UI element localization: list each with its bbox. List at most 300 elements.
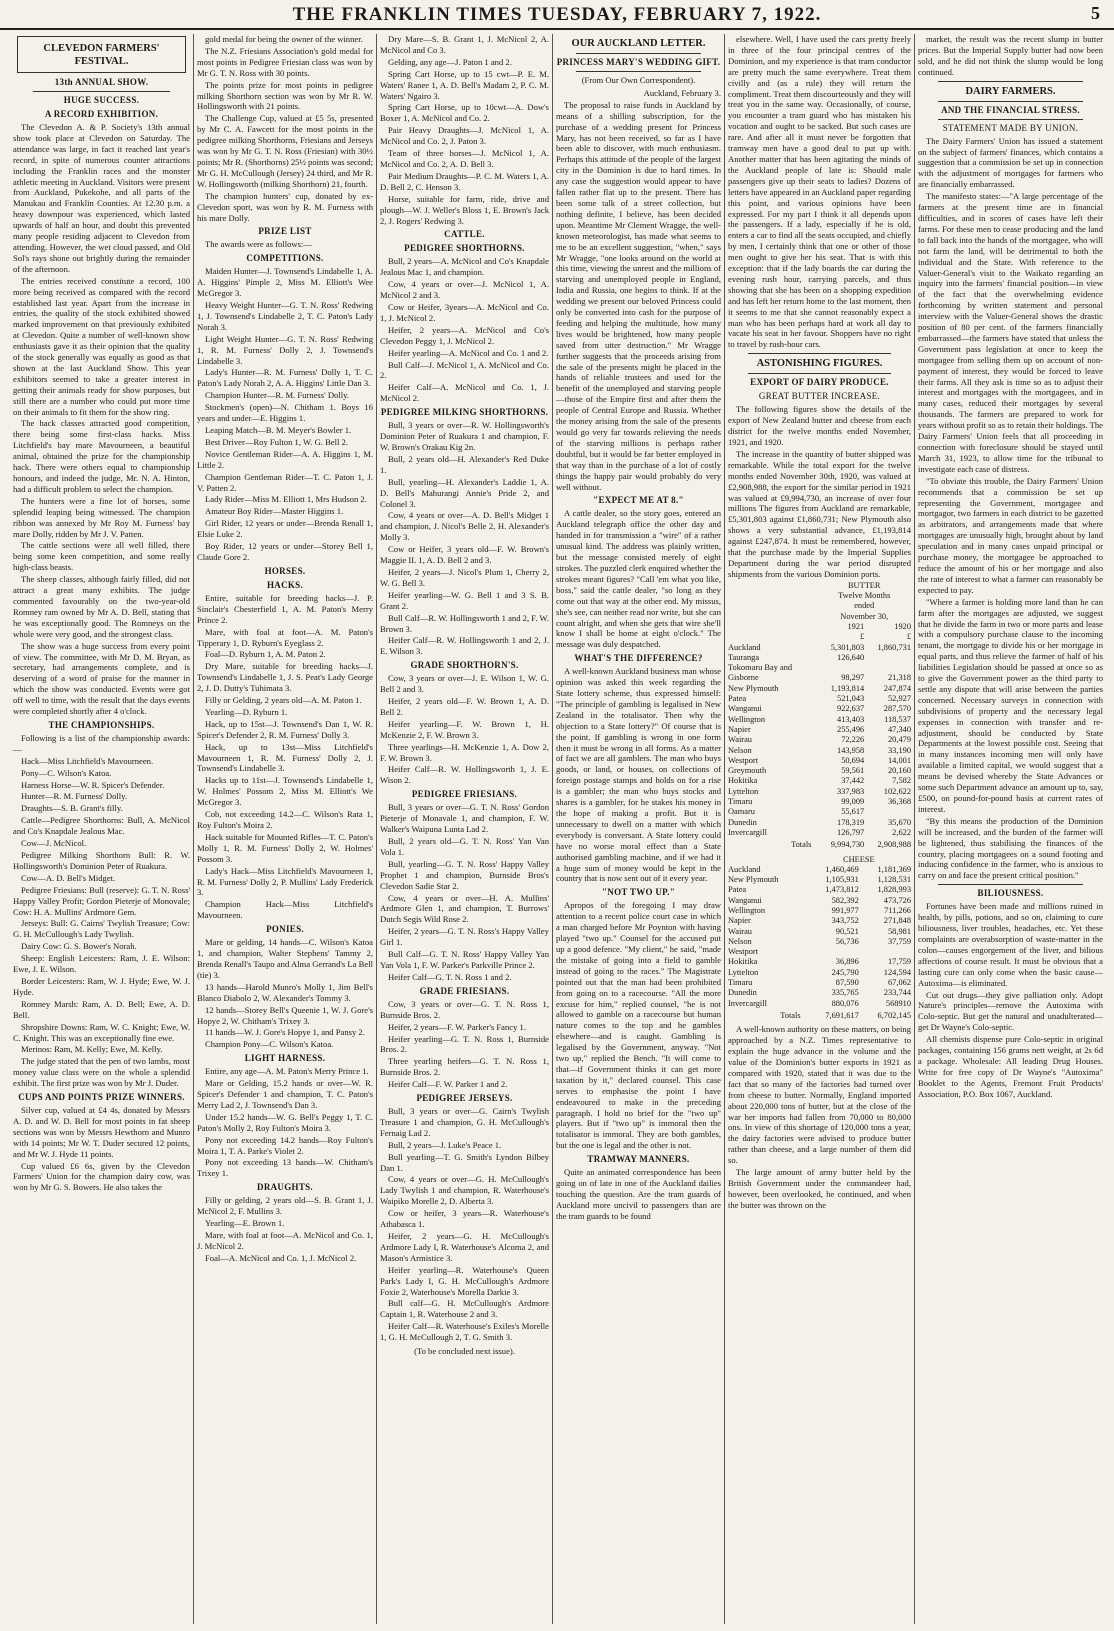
list-item: Bull, 2 years old—G. T. N. Ross' Yan Van Vola 1. xyxy=(380,836,549,857)
list-item: Heifer Calf—F. W. Parker 1 and 2. xyxy=(388,1079,508,1090)
value-1921: 55,617 xyxy=(841,807,865,817)
list-item: Cow or Heifer, 3years—A. McNicol and Co. 1, J. McNicol 2. xyxy=(380,302,549,323)
value-1920 xyxy=(859,947,911,957)
value-1921: 582,392 xyxy=(831,895,859,905)
table-row xyxy=(728,725,911,735)
port-name: Wellington xyxy=(728,905,766,915)
table-row xyxy=(728,957,911,967)
paragraph: The proposal to raise funds in Auckland by means of a shilling subscription, for the purchase of a wedding present for Princess Mary, has not been received, so far as I have been able to discover, with much enthusiasm. Perhaps this attitude of the people of the largest city in the Dominion is due to hard times. In any case the suggestion would appear to have fallen rather flat up to the present. There has been some talk of a street collection, but nothing definite, I believe, has been decided upon. Meantime Mr Clement Wragge, the well-known meteorologist, has made what seems to me to be an excellent suggestion, "when," says Mr Wragge, "one looks around on the world at this time, viewing the unrest and the millions of starving and unemployed people in England, India and Russia, one begins to think. If at the wedding we present our beloved Princess could only be converted into cash for the purpose of feeding and helping the multitude, how many lives would be brightened, how many people saved from utter destruction." Mr Wragge further suggests that the proceeds arising from the sale of the presents might be placed in the hands of reliable trustees and used for the benefit of the unemployed and starving people—those of the Empire first and after them the people of Central Europe and Russia. Whether the money arising from the sale of the presents would go very far towards relieving the needs of the starving millions is perhaps rather doubtful, but it would be far better employed in that way than in the purchase of a lot of costly things the happy pair would probably do very well without. xyxy=(556,99,721,492)
table-row xyxy=(728,673,911,683)
headline: CLEVEDON FARMERS' FESTIVAL. xyxy=(43,43,160,67)
column-header-1921: 1921 xyxy=(847,621,865,631)
port-name: Napier xyxy=(728,724,751,734)
list-item: Boy Rider, 12 years or under—Storey Bell 1, Claude Gore 2. xyxy=(197,541,373,562)
table-row xyxy=(728,643,911,653)
list-item: Heifer yearling—A. McNicol and Co. 1 and 2. xyxy=(388,347,549,358)
table-row xyxy=(728,776,911,786)
subheading: COMPETITIONS. xyxy=(246,253,324,264)
port-name: Greymouth xyxy=(728,766,767,776)
list-item: Dry Mare—S. B. Grant 1, J. McNicol 2, A. McNicol and Co 3. xyxy=(380,34,549,55)
paragraph: elsewhere. Well, I have used the cars pretty freely in three of the four principal centres of the Dominion, and my experience is that tram conductor are pretty much the same everywhere. Treat them civilly and (as a rule) they will return the compliment. Treat them discourteously and they will treat you in the same way. Occasionally, of course, you encounter a tram guard who has mistaken his vocation and ought to be sacked. But such cases are rare. And after all it must never be forgotten that tramway men have a good deal to put up with. Another matter that has been agitating the minds of the Auckland people of late is: Should male passengers give up their seats to ladies? Dozens of letters have appeared in an Auckland paper regarding this point, and various opinions have been expressed. For my part I think it all depends upon the passengers. If a lady, especially if he is old, enters a car to find all the seats occupied, and chiefly by men, I certainly think that one or other of those men ought to give her his seat. That is with this exception: that if the lady boards the car during the evening rush hour, carrying parcels, and thus showing that she has been on a shopping expedition and has left her return home to the last moment, then it seems to me that she cannot reasonably expect a man who has been perhaps hard at work all day to vacate his seat in her favour. Shoppers have no right to travel by rush-hour cars. xyxy=(728,34,912,350)
headline: OUR AUCKLAND LETTER. xyxy=(571,38,706,49)
table-row xyxy=(728,916,911,926)
list-item: Bull, 3 years or over—G. Cairn's Twylish Treasure 1 and champion, G. H. McCullough's Fernaig Lad 2. xyxy=(380,1106,549,1138)
paragraph: The awards were as follows:— xyxy=(205,239,312,250)
total-1920: 6,702,145 xyxy=(877,1010,911,1020)
totals-label: Totals xyxy=(791,840,812,850)
list-item: Pony—C. Wilson's Katoa. xyxy=(21,767,112,778)
paragraph: The judge stated that the pen of two lambs, most money value class were on the whole a splendid exhibit. The first prize was won by Mr J. Duder. xyxy=(13,1056,190,1089)
list-item: Yearling—D. Ryburn 1. xyxy=(205,706,288,717)
value-1920: 58,981 xyxy=(887,926,911,936)
value-1920: 233,744 xyxy=(883,988,911,998)
paragraph: Quite an animated correspondence has been going on of late in one of the Auckland dailies touching the question. Are the tram guards of Auckland more uncivil to passengers than are the tram guards to be found xyxy=(556,1167,721,1221)
list-item: Cow or Heifer, 3 years old—F. W. Brown's Maggie II. 1, A. D. Bell 2 and 3. xyxy=(380,544,549,566)
list-item: Heifer yearling—G. T. N. Ross 1, Burnside Bros. 2. xyxy=(380,1033,549,1055)
subheading: PRIZE LIST xyxy=(258,226,312,237)
subheading: A RECORD EXHIBITION. xyxy=(44,109,159,119)
divider xyxy=(938,119,1083,120)
table-row xyxy=(728,715,911,725)
column-auckland-letter xyxy=(552,34,724,1624)
divider xyxy=(33,91,170,92)
table-row xyxy=(728,797,911,807)
subheading: BILIOUSNESS. xyxy=(977,888,1044,899)
value-1921: 5,301,803 xyxy=(830,642,865,652)
value-1921: 98,297 xyxy=(841,673,865,683)
paragraph: gold medal for being the owner of the winner. xyxy=(205,34,363,44)
value-1920 xyxy=(864,653,911,663)
list-item: 13 hands—Harold Munro's Molly 1, Jim Bell's Blanco Diabolo 2, W. Alexander's Tommy 3. xyxy=(197,981,373,1003)
port-name: Tauranga xyxy=(728,652,760,662)
list-item: Mare, with foal at foot—A. McNicol and Co. 1, J. McNicol 2. xyxy=(197,1230,373,1251)
list-item: Entire, any age—A. M. Paton's Merry Prince 1. xyxy=(205,1066,369,1077)
value-1920: 568910 xyxy=(885,998,911,1008)
paragraph: The champion hunters' cup, donated by ex-Clevedon sport, was won by R. M. Furness with his mare Dolly. xyxy=(197,190,373,223)
list-item: Under 15.2 hands—W. G. Bell's Peggy 1, T. C. Paton's Molly 2, Roy Fulton's Moira 3. xyxy=(197,1111,373,1133)
subheading: EXPORT OF DAIRY PRODUCE. xyxy=(750,377,889,388)
list-item: Bull, 3 years or over—R. W. Hollingsworth's Dominion Peter of Ruakura 1 and champion, F. W. Brown's Orakau Kig 2n. xyxy=(380,420,549,452)
table-row xyxy=(728,968,911,978)
table-row xyxy=(728,653,911,663)
port-name: Nelson xyxy=(728,936,752,946)
list-item: Best Driver—Roy Fulton 1, W. G. Bell 2. xyxy=(205,436,348,447)
list-item: Maiden Hunter—J. Townsend's Lindabelle 1, A. A. Higgins' Pimple 2, Miss M. Elliott's Wee McGregor 3. xyxy=(197,266,373,299)
list-item: Cob, not exceeding 14.2—C. Wilson's Rata 1, Roy Fulton's Moira 2. xyxy=(197,809,373,830)
table-header: November 30, xyxy=(840,611,889,621)
table-row xyxy=(728,746,911,756)
divider xyxy=(576,53,701,54)
list-item: Hack, up to 13st—Miss Litchfield's Mavourneen 1, R. M. Furness' Dolly 2, J. Townsend's Lindabelle 3. xyxy=(197,741,373,774)
value-1921: 37,442 xyxy=(841,776,865,786)
list-item: Cow, 4 years or over—H. A. Mullins' Ardmore Glen 1, and champion, T. Burrows' Dutch Segis Wild Rose 2. xyxy=(380,892,549,925)
paragraph: The Dairy Farmers' Union has issued a statement on the subject of farmers' finances, which contains a suggestion that a commission be set up in connection with the adjustment of mortgages for farmers who are financially embarrassed. xyxy=(918,135,1103,190)
port-name: Napier xyxy=(728,916,751,926)
table-row xyxy=(728,865,911,875)
value-1921: 178,319 xyxy=(837,817,865,827)
paragraph: market, the result was the recent slump in butter prices. But the Imperial Supply butter had now been sold, and he did not think the slump would be long continued. xyxy=(918,34,1103,77)
list-item: Stockmen's (open)—N. Chitham 1. Boys 16 years and under—E. Higgins 1. xyxy=(197,402,373,424)
port-name: Westport xyxy=(728,947,759,957)
list-item: Heifer, 2 years—F. W. Parker's Fancy 1. xyxy=(388,1021,526,1032)
list-item: Bull calf—G. H. McCullough's Ardmore Captain 1, R. Waterhouse 2 and 3. xyxy=(380,1298,549,1320)
list-item: Bull, yearling—G. T. N. Ross' Happy Valley Prophet 1 and champion, Burnside Bros's Clevedon Sadie Star 2. xyxy=(380,858,549,891)
value-1921: 1,460,469 xyxy=(825,864,859,874)
paragraph: The show was a huge success from every point of view. The committee, with Mr D. M. Bryan, as secretary, had arrangements complete, and is deserving of a word of praise for the manner in which the show was conducted. Events were got off well to time, with the result that the days events were completed shortly after 4 o'clock. xyxy=(13,640,190,717)
list-item: Cow—A. D. Bell's Midget. xyxy=(21,872,116,883)
port-name: Hokitika xyxy=(728,776,758,786)
list-item: Hack, up to 15st—J. Townsend's Dan 1, W. R. Spicer's Defender 2, R. M. Furness' Dolly 3. xyxy=(197,718,373,740)
paragraph: A well-known Auckland business man whose opinion was asked this week regarding the State lottery scheme, thus expressed himself: "The principle of gambling is legalised in New Zealand in the totalisator. Then why the objection to a State lottery?" Of course that is the point. If gambling is wrong in one form then it must be wrong in all forms. As a matter of fact we are all gamblers. The man who buys goods, or land, or houses, on collections of foreign postage stamps and holds on for a rise is a gambler; the man who buys stocks and shares is a gambler, for he stakes his money in the hope of making a profit. But it is unnecessary to dwell on a matter with which everybody is conversant. A State lottery could have no worse moral effect than a State authorised gambling machine, and if we had it a huge sum of money would be kept in the country that is now sent out of it every year. xyxy=(556,666,721,884)
list-item: Harness Horse—W. R. Spicer's Defender. xyxy=(21,779,165,790)
divider xyxy=(576,71,701,72)
table-row xyxy=(728,807,911,817)
port-name: Gisborne xyxy=(728,673,759,683)
list-item: Heifer Calf—A. McNicol and Co. 1, J. McNicol 2. xyxy=(380,382,549,404)
table-row xyxy=(728,947,911,957)
list-item: Dry Mare, suitable for breeding hacks—J. Townsend's Lindabelle 1, J. S. Peat's Lady George 2, J. D. Dutty's Tuhimata 3. xyxy=(197,661,373,694)
list-item: Pedigree Friesians: Bull (reserve): G. T. N. Ross' Happy Valley Profit; Gordon Pieterje of Monovale; Cow: H. A. Mullins' Ardmore Gem. xyxy=(13,884,190,917)
list-item: Bull yearling—T. G. Smith's Lyndon Bilbey Dan 1. xyxy=(380,1151,549,1173)
paragraph: The Challenge Cup, valued at £5 5s, presented by Mr C. A. Fawcett for the most points in the pedigree milking Shorthorns, Friesians and Jerseys was won by Mr G. T. N. Ross (Friesian) with 30½ points; Mr R. (Shorthorns) 25½ points was second; Mr G. H. McCullough (Jersey) 24 third, and Mr R. W. Hollingsworth (milking Shorthorn) 21, fourth. xyxy=(197,113,373,189)
list-item: Bull, yearling—H. Alexander's Laddie 1, A. D. Bell's Mahurangi Annie's Pride 2, and Colonel 3. xyxy=(380,476,549,509)
value-1921: 72,226 xyxy=(841,735,865,745)
table-title: CHEESE xyxy=(842,854,875,864)
list-item: Merinos: Ram, M. Kelly; Ewe, M. Kelly. xyxy=(21,1044,163,1055)
list-item: Heifer Calf—R. Waterhouse's Exiles's Morelle 1, G. H. McCullough 2, T. G. Smith 3. xyxy=(380,1321,549,1343)
table-row xyxy=(728,694,911,704)
list-item: Horse, suitable for farm, ride, drive and plough—W. J. Weller's Bloss 1, E. Brown's Jack 2, J. Rogers' Redwing 3. xyxy=(380,193,549,226)
list-item: Draughts—S. B. Grant's filly. xyxy=(21,803,123,814)
port-name: New Plymouth xyxy=(728,683,779,693)
value-1920: 473,726 xyxy=(883,895,911,905)
list-item: Foal—A. McNicol and Co. 1, J. McNicol 2. xyxy=(205,1252,357,1263)
value-1921: 337,983 xyxy=(837,786,865,796)
list-item: Cow, 4 years or over—A. D. Bell's Midget 1 and champion, J. Nicol's Belle 2, H. Alexander's Molly 3. xyxy=(380,510,549,543)
port-name: Tokomaru Bay and xyxy=(728,663,793,673)
list-item: Dairy Cow: G. S. Bower's Norah. xyxy=(21,941,137,952)
list-item: Pony not exceeding 14.2 hands—Roy Fulton's Moira 1, T. A. Parke's Violet 2. xyxy=(197,1134,373,1156)
list-item: Pedigree Milking Shorthorn Bull: R. W. Hollingsworth's Dominion Peter of Ruakura. xyxy=(13,850,190,871)
list-item: Cow, 4 years or over—J. McNicol 1, A. McNicol 2 and 3. xyxy=(380,279,549,301)
port-name: Patea xyxy=(728,694,747,704)
port-name: Invercargill xyxy=(728,827,767,837)
total-1920: 2,908,988 xyxy=(877,840,911,850)
value-1920 xyxy=(864,663,911,673)
subheading: GREAT BUTTER INCREASE. xyxy=(758,391,881,402)
subheading: PEDIGREE FRIESIANS. xyxy=(411,789,518,800)
paragraph: Silver cup, valued at £4 4s, donated by Messrs A. D. and W. D. Bell for most points in fat sheep sections was won by Messrs Hewthorn and Munro with 14 points; Mr W. T. Duder secured 12 points, and Mr W. J. Hyde 11 points. xyxy=(13,1105,190,1159)
list-item: Bull Calf—R. W. Hollingsworth 1 and 2, F. W. Brown 3. xyxy=(380,612,549,634)
list-item: Lady Rider—Miss M. Elliott 1, Mrs Hudson 2. xyxy=(205,494,367,505)
paragraph: The points prize for most points in pedigree milking Shorthorn section was won by Mr R. W. Hollingsworth with 21 points. xyxy=(197,79,373,112)
cheese-export-table xyxy=(728,855,911,1022)
page-columns xyxy=(10,34,1106,1624)
list-item: Heifer yearling—R. Waterhouse's Queen Park's Lady I, G. H. McCullough's Ardmore Foxie 2, Waterhouse's Morella Darkie 3. xyxy=(380,1264,549,1297)
paragraph: Following is a list of the championship awards:— xyxy=(13,732,190,754)
subheading: WHAT'S THE DIFFERENCE? xyxy=(574,653,703,664)
value-1920 xyxy=(864,807,911,817)
total-1921: 9,994,730 xyxy=(830,840,865,850)
list-item: Lady's Hack—Miss Litchfield's Mavourneen 1, R. M. Furness' Dolly 2, P. Mullins' Lady Frederick 3. xyxy=(197,865,373,898)
paragraph: The following figures show the details of the export of New Zealand butter and cheese from each district for the twelve months ended November, 1921, and 1920. xyxy=(728,404,911,447)
value-1920: 102,622 xyxy=(883,786,911,796)
unit: £ xyxy=(860,632,865,642)
list-item: Cow—J. McNicol. xyxy=(21,838,87,849)
table-row xyxy=(728,988,911,998)
table-row xyxy=(728,906,911,916)
list-item: Champion Pony—C. Wilson's Katoa. xyxy=(205,1039,334,1050)
value-1920: 287,570 xyxy=(883,704,911,714)
list-item: Sheep: English Leicesters: Ram, J. E. Wilson: Ewe, J. E. Wilson. xyxy=(13,953,190,975)
table-row xyxy=(728,787,911,797)
column-dairy-farmers xyxy=(914,34,1106,1624)
paragraph: Cut out drugs—they give palliation only. Adopt Nature's principles—remove the Autoxima with Colo-septic. But get the natural and unadulterated—get Dr Wayne's Colo-septic. xyxy=(918,989,1103,1033)
value-1921: 521,043 xyxy=(837,694,865,704)
list-item: Pair Heavy Draughts—J. McNicol 1, A. McNicol and Co. 2, J. Paton 3. xyxy=(380,125,549,147)
subheading: HORSES. xyxy=(264,565,306,576)
list-item: Heifer yearling—W. G. Bell 1 and 3 S. B. Grant 2. xyxy=(380,589,549,611)
list-item: Cow, 4 years or over—G. H. McCullough's Lady Twylish 1 and champion, R. Waterhouse's Waipiko Morelle 2, D. Alberta 3. xyxy=(380,1174,549,1207)
port-name: New Plymouth xyxy=(728,875,779,885)
paragraph: All chemists dispense pure Colo-septic in original packages, containing 156 grams nett weight, at 2s 6d a package. Wholesale: All leading Drug Houses. Write for free copy of Dr Wayne's "Autoxima" Booklet to the Agents, Fremont Fruit Products' Association, P.O. Box 1067, Auckland. xyxy=(918,1034,1103,1099)
value-1920: 711,266 xyxy=(884,905,911,915)
paragraph: A cattle dealer, so the story goes, entered an Auckland telegraph office the other day and handed in for transmission a "wire" of a rather unusual kind. The address was plainly written, but the message consisted merely of eight strokes. The puzzled clerk enquired whether the strokes meant figures? "Call 'em what you like, boss," said the cattle dealer, "so long as they come out that way at the other end. My missus, she's see, can neither read nor write, but she can count alright, and when she gets that wire she'll know I shall be home at eight o'clock." The message was duly despatched. xyxy=(556,508,722,650)
value-1921: 343,752 xyxy=(831,916,859,926)
list-item: Bull, 2 years old—H. Alexander's Red Duke 1. xyxy=(380,453,549,475)
list-item: Heifer Calf—R. W. Hollingsworth 1, J. E. Wison 2. xyxy=(380,764,549,786)
paragraph: The large amount of army butter held by the British Government under the commandeer had, however, been overlooked, he continued, and when the butter was thrown on the xyxy=(728,1167,911,1210)
butter-export-table xyxy=(728,581,911,851)
subheading: PEDIGREE MILKING SHORTHORNS. xyxy=(380,407,549,418)
paragraph: The entries received constitute a record, 100 more being received as compared with the record established last year. Apart from the increase in entries, the quality of the stock exhibited showed marked improvement on that previously exhibited at Clevedon. Quite a number of well-known show enthusiasts gave it as their opinion that the quality of the stock generally was equally as good as that shown at the last Auckland Show. This year exhibitors seemed to take a greater interest in getting their animals ready for show purposes, but still there are a number who could put more time on their animals to fit them for the show ring. xyxy=(13,275,190,417)
value-1920: 124,594 xyxy=(883,967,911,977)
paragraph: The sheep classes, although fairly filled, did not attract a great many exhibits. The judge commented favourably on the two-year-old Romney ram owned by Mr A. D. Bell, stating that he was exceptionally good. The Romneys on the whole were very good, and the strongest class. xyxy=(13,574,190,639)
list-item: Foal—D. Ryburn 1, A. M. Paton 2. xyxy=(205,649,326,660)
list-item: Team of three horses—J. McNicol 1, A. McNicol and Co. 2, A. D. Bell 3. xyxy=(380,148,549,169)
subheading: GRADE SHORTHORN'S. xyxy=(410,660,519,671)
list-item: Novice Gentleman Rider—A. A. Higgins 1, M. Little 2. xyxy=(197,448,373,470)
list-item: Pony not exceeding 13 hands—W. Chitham's Trixey 1. xyxy=(197,1157,373,1179)
list-item: Heifer, 2 years—A. McNicol and Co's Clevedon Peggy 1, J. McNicol 2. xyxy=(380,324,549,346)
value-1920: 271,848 xyxy=(883,916,911,926)
value-1921: 50,694 xyxy=(841,755,865,765)
list-item: Jerseys: Bull: G. Cairns' Twylish Treasure; Cow: G. H. McCullough's Lady Twylish. xyxy=(13,918,190,940)
subheading: THE CHAMPIONSHIPS. xyxy=(48,719,155,730)
port-name: Lyttelton xyxy=(728,967,759,977)
subheading: "NOT TWO UP." xyxy=(602,887,675,898)
value-1921: 36,896 xyxy=(835,957,859,967)
byline: (From Our Own Correspondent). xyxy=(581,75,696,85)
divider xyxy=(938,884,1083,885)
divider xyxy=(938,81,1083,82)
value-1921 xyxy=(817,663,864,673)
paragraph: "Where a farmer is holding more land than he can farm after the mortgages are adjusted, we suggest that he divide the farm in two or more parts and lease with a compulsory purchase clause to the incoming tenant, the mortgage to divide his or her mortgage in equal parts, and thus relieve the farmer of half of his liabilities Legislation should be passed at once so as to give the Government power as the third party to settle any dispute that will arise between the parties concerned. Necessary surveys in connection with subdivisions of property and the necessary legal expenses in connection with transfer and re-adjustment, should be conducted by State Departments at the lowest possible cost. Seeing that in many instances incoming men will only have available a limited capital, we would suggest that a means be devised whereby the State Advances or some such Department advance an amount up to, say, £500, on pound-for-pound basis at current rates of interest. xyxy=(918,596,1103,814)
paragraph: The N.Z. Friesians Association's gold medal for most points in Pedigree Friesian class was won by Mr G. T. N. Ross with 30 points. xyxy=(197,45,373,78)
list-item: Champion Gentleman Rider—T. C. Paton 1, J. V. Patten 2. xyxy=(197,471,373,493)
subheading: CATTLE. xyxy=(444,229,485,240)
paragraph: The cattle sections were all well filled, there being some keen competition, and some really high-class beasts. xyxy=(13,540,190,573)
list-item: Hack—Miss Litchfield's Mavourneen. xyxy=(21,755,154,766)
unit: £ xyxy=(906,632,911,642)
list-item: Bull Calf—G. T. N. Ross' Happy Valley Yan Yan Vola 1, F. W. Parker's Parkville Prince 2. xyxy=(380,949,549,970)
total-1921: 7,691,617 xyxy=(825,1010,859,1020)
list-item: Heifer yearling—F. W. Brown 1, H. McKenzie 2, F. W. Brown 3. xyxy=(380,718,549,740)
value-1921: 413,403 xyxy=(837,714,865,724)
table-title: BUTTER xyxy=(847,580,881,590)
headline-box xyxy=(17,36,186,73)
list-item: Spring Cart Horse, up to 15 cwt—P. E. M. Waters' Ranee 1, A. D. Bell's Madam 2, P. C. M. Waters' Ngairo 3. xyxy=(380,68,549,101)
table-row xyxy=(728,885,911,895)
value-1920: 33,190 xyxy=(887,745,911,755)
value-1920: 1,828,993 xyxy=(877,885,911,895)
table-header: Twelve Months xyxy=(838,591,891,601)
value-1920: 37,759 xyxy=(887,936,911,946)
value-1921: 255,496 xyxy=(837,724,865,734)
list-item: Leaping Match—B. M. Meyer's Bowler 1. xyxy=(205,425,352,435)
column-cattle-results xyxy=(376,34,552,1624)
headline: DAIRY FARMERS. xyxy=(965,85,1056,97)
port-name: Oamaru xyxy=(728,807,755,817)
newspaper-title: THE FRANKLIN TIMES TUESDAY, FEBRUARY 7, 1922. xyxy=(292,4,822,25)
value-1920: 247,874 xyxy=(883,683,911,693)
list-item: Heifer, 2 years—G. H. McCullough's Ardmore Lady I, R. Waterhouse's Alcoma 2, and Mason's Armistice 3. xyxy=(380,1231,549,1263)
paragraph: The increase in the quantity of butter shipped was remarkable. While the total export for the twelve months ended November 30th, 1920, was valued at £2,908,988, the export for the similar period in 1921 was valued at £9,994,730, an increase of over four millions The figures from Auckland are remarkable, £5,301,803 against £1,860,731; New Plymouth also shows a very substantial advance, £1,193,814 against £247,874. It must be remembered, however, that the purchase made by the Imperial Supplies Department during the war period disrupted shipments from the various Dominion ports. xyxy=(728,448,911,579)
list-item: Heifer, 2 years old—F. W. Brown 1, A. D. Bell 2. xyxy=(380,696,549,717)
table-row xyxy=(728,937,911,947)
list-item: Yearling—E. Brown 1. xyxy=(205,1218,285,1229)
list-item: Shropshire Downs: Ram, W. C. Knight; Ewe, W. C. Knight. This was an exceptionally fine ewe. xyxy=(13,1021,190,1043)
value-1920: 1,128,531 xyxy=(877,875,911,885)
list-item: Spring Cart Horse, up to 10cwt—A. Dow's Boxer 1, A. McNicol and Co. 2. xyxy=(380,102,549,124)
value-1920: 7,582 xyxy=(892,776,911,786)
port-name: Invercargill xyxy=(728,998,767,1008)
value-1920: 36,368 xyxy=(887,797,911,807)
value-1920: 118,537 xyxy=(884,714,911,724)
value-1920: 17,759 xyxy=(887,957,911,967)
masthead xyxy=(0,0,1114,30)
table-row xyxy=(728,818,911,828)
table-row xyxy=(728,735,911,745)
port-name: Dunedin xyxy=(728,988,757,998)
dateline: Auckland, February 3. xyxy=(643,87,721,98)
paragraph: Cup valued £6 6s, given by the Clevedon Farmers' Union for the champion dairy cow, was won by Mr G. S. Bowers. He also takes the xyxy=(13,1160,190,1193)
list-item: Champion Hack—Miss Litchfield's Mavourneen. xyxy=(197,899,373,921)
value-1921: 1,473,812 xyxy=(825,885,859,895)
value-1921: 245,790 xyxy=(831,967,859,977)
list-item: 11 hands—W. J. Gore's Hopye 1, and Pansy 2. xyxy=(205,1027,365,1038)
value-1921: 922,637 xyxy=(837,704,865,714)
list-item: Hunter—R. M. Furness' Dolly. xyxy=(21,791,128,802)
port-name: Patea xyxy=(728,885,747,895)
value-1921: 59,561 xyxy=(841,766,865,776)
value-1920: 67,062 xyxy=(887,978,911,988)
value-1921 xyxy=(807,947,859,957)
table-row xyxy=(728,684,911,694)
subheading: LIGHT HARNESS. xyxy=(244,1053,326,1064)
list-item: Mare, with foal at foot—A. M. Paton's Tipperary 1, D. Ryburn's Eyeglass 2. xyxy=(197,626,373,648)
list-item: Amateur Boy Rider—Master Higgins 1. xyxy=(205,506,344,517)
list-item: Heifer Calf—G. T. N. Ross 1 and 2. xyxy=(388,971,512,982)
value-1920: 20,160 xyxy=(887,766,911,776)
column-header-1920: 1920 xyxy=(894,621,911,631)
subheading: PEDIGREE SHORTHORNS. xyxy=(404,243,525,254)
subheading: AND THE FINANCIAL STRESS. xyxy=(941,104,1080,115)
value-1921: 1,105,931 xyxy=(825,875,859,885)
value-1921: 143,958 xyxy=(837,745,865,755)
table-row xyxy=(728,896,911,906)
divider xyxy=(748,373,891,374)
paragraph: "To obviate this trouble, the Dairy Farmers' Union recommends that a commission be set up representing the Government, mortgagee and mortgagor, two farmers in each district to be gazetted as arbitrators, and arrangements made that where mortgages are unusually high, brought about by land speculation and in many cases unpaid principal or purchase money, the mortgagee be approached to reduce the amount of his or her mortgage and also the rate of interest to what a farmer can reasonably be expected to pay. xyxy=(918,475,1103,595)
list-item: Three yearlings—H. McKenzie 1, A. Dow 2, F. W. Brown 3. xyxy=(380,741,549,763)
subheading: PEDIGREE JERSEYS. xyxy=(416,1093,513,1104)
paragraph: The manifesto states:—"A large percentage of the farmers at the present time are in financial difficulties, and in scores of cases have left their farms. For these men to cease producing and the land to fall back into the hands of the mortgagee, who will not farm the land, will be detrimental to both the individual and the State. With reference to the Valuer-General's visit to the Waikato regarding an inquiry into the farmers' financial position—in view of the fact that the overwhelming evidence forthcoming by written statement and personal interview with the Valuer-General shows the drastic position of 80 per cent. of the farmers financially embarrassed—the farmers have stated that unless the Government pass legislation at once to keep the mortgagee from selling them up on account of non-payment of interest, they would be forced to leave their farms. All they ask is time so as to adjust their interest and mortgages with the mortgagees, and in many cases, reduced their mortgages by several thousands. The farmers are prepared to work for years without profit so as to retain their holdings. The Dairy Farmers' Union feels that all proceeding in connection with foreclosure should be stayed until March 31, 1923, to allow time for the tribunal to investigate each case of distress. xyxy=(918,191,1103,474)
list-item: Border Leicesters: Ram, W. J. Hyde; Ewe, W. J. Hyde. xyxy=(13,975,190,997)
list-item: Heifer Calf—R. W. Hollingsworth 1 and 2, J. E. Wilson 3. xyxy=(380,635,549,657)
subheading: TRAMWAY MANNERS. xyxy=(587,1154,690,1165)
paragraph: "By this means the production of the Dominion will be increased, and the burden of the farmer will be lightened, thus stabilising the finances of the country, placing mortgagees on a sound footing and inducing confidence in the farmer, who is anxious to carry on and face the present critical position." xyxy=(918,815,1103,881)
list-item: Filly or gelding, 2 years old—S. B. Grant 1, J. McNicol 2, F. Mullins 3. xyxy=(197,1195,373,1217)
paragraph: A well-known authority on these matters, on being approached by a N.Z. Times representative to explain the huge advance in the volume and the value of the Dominion's butter exports in 1921 as compared with 1920, stated that it was due to the fact that so many of the factories had turned over from cheese to butter. Normally, England imported about 220,000 tons of butter, but at the close of the war her imports had fallen from 70,000 to 80,000 ons. In view of this shortage of 120,000 tons a year, the dairy factories were advised to produce butter rather than cheese, and a large number of them did so. xyxy=(728,1024,911,1166)
paragraph: The Clevedon A. & P. Society's 13th annual show took place at Clevedon on Saturday. The attendance was large, in fact it reached last year's record, in spite of numerous counter attractions including the Franklin races and the monster athletic meeting in Auckland. Visitors were present from Auckland, Pukekohe, and all parts of the Manukau and Franklin Counties. At 12.30 p.m. a heavy downpour was experienced, which lasted upwards of half an hour, and doubt this prevented many people residing adjacent to Clevedon from attending. However, the wet cloud passed, and Old Sol's rays shone out brightly during the remainder of the afternoon. xyxy=(13,122,190,274)
port-name: Dunedin xyxy=(728,817,757,827)
list-item: Bull, 2 years—A. McNicol and Co's Knapdale Jealous Mac 1, and champion. xyxy=(380,256,549,278)
value-1920: 1,181,369 xyxy=(877,864,911,874)
value-1921: 1,193,814 xyxy=(830,683,865,693)
subheading: STATEMENT MADE BY UNION. xyxy=(942,122,1079,133)
list-item: Bull, 3 years or over—G. T. N. Ross' Gordon Pieterje of Monavale 1, and champion, F. W. Walker's Waipuna Lunta Lad 2. xyxy=(380,802,549,835)
list-item: Bull Calf—J. McNicol 1, A. McNicol and Co. 2. xyxy=(380,359,549,381)
subheading: HACKS. xyxy=(266,579,304,590)
value-1920: 20,479 xyxy=(887,735,911,745)
port-name: Auckland xyxy=(728,864,761,874)
continued-note: (To be concluded next issue). xyxy=(414,1346,515,1357)
subheading: DRAUGHTS. xyxy=(257,1182,313,1193)
port-name: Wairau xyxy=(728,926,752,936)
port-name: Westport xyxy=(728,755,759,765)
list-item: Cow or heifer, 3 years—R. Waterhouse's Athabasca 1. xyxy=(380,1208,549,1230)
table-row xyxy=(728,828,911,838)
list-item: Cattle—Pedigree Shorthorns: Bull, A. McNicol and Co's Knapdale Jealous Mac. xyxy=(13,815,190,837)
port-name: Nelson xyxy=(728,745,752,755)
list-item: Hacks up to 11st—J. Townsend's Lindabelle 1, W. Holmes' Possom 2, Miss M. Elliott's We McGregor 3. xyxy=(197,775,373,808)
list-item: Cow, 3 years or over—G. T. N. Ross 1, Burnside Bros. 2. xyxy=(380,998,549,1020)
value-1920: 47,340 xyxy=(887,724,911,734)
port-name: Wanganui xyxy=(728,895,762,905)
subheading: CUPS AND POINTS PRIZE WINNERS. xyxy=(18,1092,185,1103)
value-1920: 1,860,731 xyxy=(877,642,911,652)
value-1921: 90,521 xyxy=(835,926,859,936)
value-1921: 335,765 xyxy=(831,988,859,998)
list-item: Gelding, any age—J. Paton 1 and 2. xyxy=(388,56,512,67)
subheading: GRADE FRIESIANS. xyxy=(419,985,510,996)
table-row xyxy=(728,875,911,885)
port-name: Timaru xyxy=(728,797,753,807)
list-item: Mare or Gelding, 15.2 hands or over—W. R. Spicer's Defender 1 and champion, T. C. Paton's Merry Lad 2, J. Townsend's Dan 3. xyxy=(197,1078,373,1110)
port-name: Wairau xyxy=(728,735,752,745)
list-item: Pair Medium Draughts—P. C. M. Waters 1, A. D. Bell 2, C. Henson 3. xyxy=(380,170,549,192)
list-item: Three yearling heifers—G. T. N. Ross 1, Burnside Bros. 2. xyxy=(380,1056,549,1078)
table-row xyxy=(728,927,911,937)
column-dairy-exports xyxy=(724,34,914,1624)
table-header: ended xyxy=(854,601,875,611)
table-row xyxy=(728,999,911,1009)
table-row xyxy=(728,766,911,776)
list-item: Bull, 2 years—J. Luke's Peace 1. xyxy=(388,1139,502,1150)
list-item: Heavy Weight Hunter—G. T. N. Ross' Redwing 1, J. Townsend's Lindabelle 2, T. C. Paton's Lady Norah 3. xyxy=(197,300,373,332)
subheading: PRINCESS MARY'S WEDDING GIFT. xyxy=(556,57,721,67)
list-item: Romney Marsh: Ram, A. D. Bell; Ewe, A. D. Bell. xyxy=(13,998,190,1020)
